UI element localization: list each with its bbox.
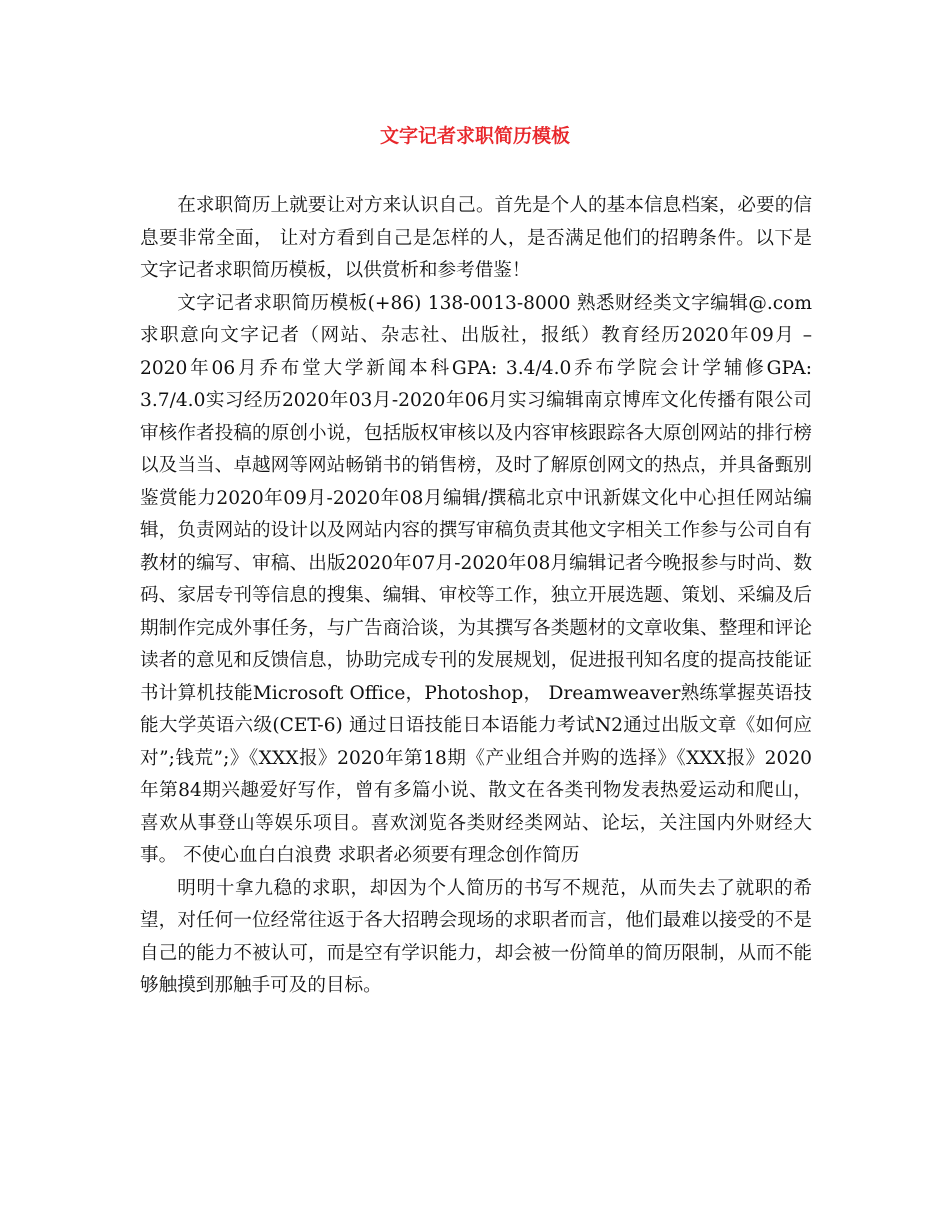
closing-paragraph: 明明十拿九稳的求职，却因为个人简历的书写不规范，从而失去了就职的希望，对任何一位经常往返于各大招聘会现场的求职者而言，他们最难以接受的不是自己的能力不被认可，而是空有学识能力，却会被一份简单的简历限制，从而不能够触摸到那触手可及的目标。 [140,877,812,996]
document-body [140,190,812,1003]
document-title: 文字记者求职简历模板 [379,125,570,147]
resume-content-paragraph: 文字记者求职简历模板(+86) 138-0013-8000 熟悉财经类文字编辑@.com求职意向文字记者（网站、杂志社、出版社，报纸）教育经历2020年09月 – 2020年06月乔布堂大学新闻本科GPA: 3.4/4.0乔布学院会计学辅修GPA: 3.7/4.0实习经历2020年03月-2020年06月实习编辑南京博库文化传播有限公司审核作者投稿的原创小说，包括版权审核以及内容审核跟踪各大原创网站的排行榜以及当当、卓越网等网站畅销书的销售榜，及时了解原创网文的热点，并具备甄别鉴赏能力2020年09月-2020年08月编辑/撰稿北京中讯新媒文化中心担任网站编辑，负责网站的设计以及网站内容的撰写审稿负责其他文字相关工作参与公司自有教材的编写、审稿、出版2020年07月-2020年08月编辑记者今晚报参与时尚、数码、家居专刊等信息的搜集、编辑、审校等工作，独立开展选题、策划、采编及后期制作完成外事任务，与广告商洽谈，为其撰写各类题材的文章收集、整理和评论读者的意见和反馈信息，协助完成专刊的发展规划，促进报刊知名度的提高技能证书计算机技能Microsoft Office，Photoshop， Dreamweaver熟练掌握英语技能大学英语六级(CET-6) 通过日语技能日本语能力考试N2通过出版文章《如何应对”;钱荒”;》《XXX报》2020年第18期《产业组合并购的选择》《XXX报》2020年第84期兴趣爱好写作，曾有多篇小说、散文在各类刊物发表热爱运动和爬山，喜欢从事登山等娱乐项目。喜欢浏览各类财经类网站、论坛，关注国内外财经大事。 不使心血白白浪费 求职者必须要有理念创作简历 [140,292,812,866]
intro-paragraph: 在求职简历上就要让对方来认识自己。首先是个人的基本信息档案，必要的信息要非常全面， 让对方看到自己是怎样的人，是否满足他们的招聘条件。以下是文字记者求职简历模板，以供赏析和参考借鉴！ [140,195,812,281]
